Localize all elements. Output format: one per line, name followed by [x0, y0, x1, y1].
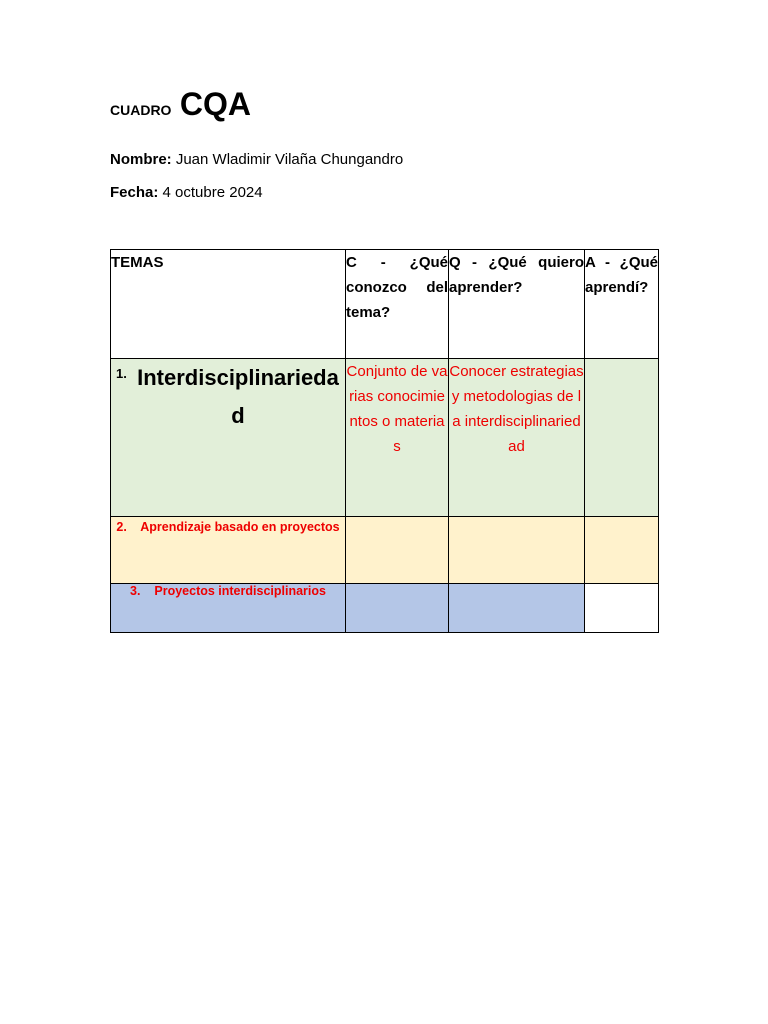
nombre-label: Nombre: [110, 151, 172, 168]
table-header-row [111, 250, 659, 359]
header-temas: TEMAS [111, 250, 346, 359]
table-row [111, 517, 659, 584]
cqa-table [110, 249, 659, 633]
tema-number: 2. [116, 520, 127, 534]
title-main: CQA [179, 86, 252, 122]
fecha-value: 4 octubre 2024 [162, 184, 263, 201]
table-row [111, 584, 659, 633]
tema-cell-3 [111, 584, 346, 633]
table-row [111, 359, 659, 517]
q-cell-2 [449, 517, 585, 584]
c-cell-1: Conjunto de varias conocimientos o materias [346, 359, 449, 517]
tema-label: Aprendizaje basado en proyectos [140, 520, 340, 534]
c-cell-3 [346, 584, 449, 633]
c-cell-2 [346, 517, 449, 584]
tema-number: 3. [130, 584, 141, 598]
header-q: Q - ¿Qué quiero aprender? [449, 250, 585, 359]
fecha-field [110, 184, 263, 201]
a-cell-3 [585, 584, 659, 633]
a-cell-2 [585, 517, 659, 584]
a-cell-1 [585, 359, 659, 517]
fecha-label: Fecha: [110, 184, 159, 201]
q-cell-1: Conocer estrategias y metodologias de la interdisciplinariedad [449, 359, 585, 517]
document-title [110, 86, 251, 123]
header-c: C - ¿Qué conozco del tema? [346, 250, 449, 359]
title-prefix: CUADRO [110, 102, 172, 118]
nombre-value: Juan Wladimir Vilaña Chungandro [175, 151, 404, 168]
nombre-field [110, 151, 403, 168]
tema-label: Proyectos interdisciplinarios [154, 584, 326, 598]
tema-label: Interdisciplinariedad [137, 365, 339, 428]
tema-cell-1 [111, 359, 346, 517]
tema-cell-2 [111, 517, 346, 584]
q-cell-3 [449, 584, 585, 633]
header-a: A - ¿Qué aprendí? [585, 250, 659, 359]
tema-number: 1. [116, 366, 127, 381]
